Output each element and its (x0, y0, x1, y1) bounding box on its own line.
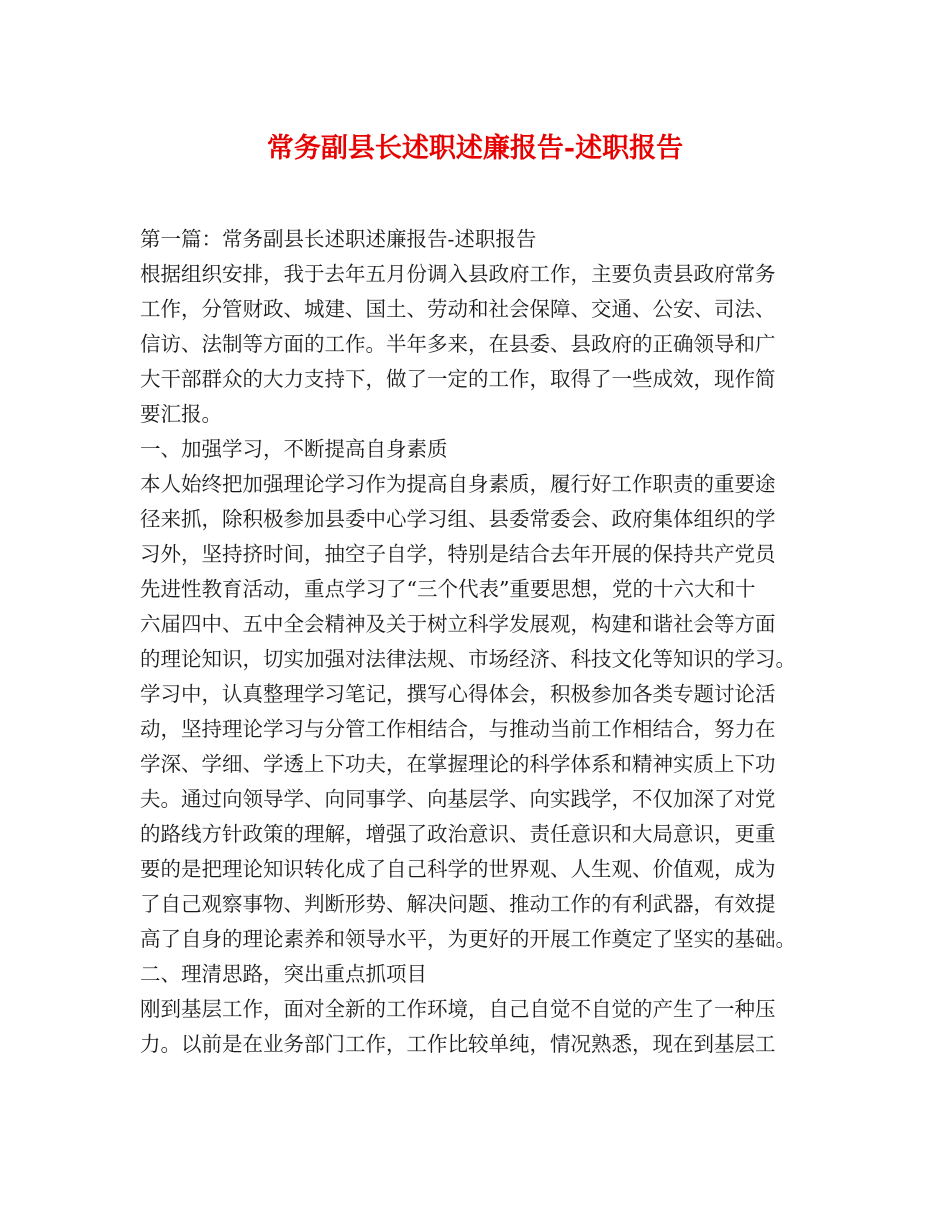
body-line: 径来抓，除积极参加县委中心学习组、县委常委会、政府集体组织的学 (140, 507, 776, 531)
body-line: 六届四中、五中全会精神及关于树立科学发展观，构建和谐社会等方面 (140, 612, 776, 636)
body-line: 学习中，认真整理学习笔记，撰写心得体会，积极参加各类专题讨论活 (140, 682, 776, 706)
body-line: 高了自身的理论素养和领导水平，为更好的开展工作奠定了坚实的基础。 (140, 927, 796, 951)
body-line: 根据组织安排，我于去年五月份调入县政府工作，主要负责县政府常务 (140, 262, 776, 286)
body-line: 刚到基层工作，面对全新的工作环境，自己自觉不自觉的产生了一种压 (140, 997, 776, 1021)
document-title: 常务副县长述职述廉报告-述职报告 (266, 133, 684, 164)
body-line: 动，坚持理论学习与分管工作相结合，与推动当前工作相结合，努力在 (140, 717, 776, 741)
body-line: 夫。通过向领导学、向同事学、向基层学、向实践学，不仅加深了对党 (140, 787, 776, 811)
document-body (140, 222, 830, 1062)
body-line: 要的是把理论知识转化成了自己科学的世界观、人生观、价值观，成为 (140, 857, 776, 881)
section-heading: 一、加强学习，不断提高自身素质 (140, 437, 448, 461)
body-line: 信访、法制等方面的工作。半年多来，在县委、县政府的正确领导和广 (140, 332, 776, 356)
body-line: 了自己观察事物、判断形势、解决问题、推动工作的有利武器，有效提 (140, 892, 776, 916)
body-line: 的理论知识，切实加强对法律法规、市场经济、科技文化等知识的学习。 (140, 647, 796, 671)
body-line: 大干部群众的大力支持下，做了一定的工作，取得了一些成效，现作简 (140, 367, 776, 391)
body-line: 先进性教育活动，重点学习了“三个代表”重要思想，党的十六大和十 (140, 577, 756, 601)
body-line: 工作，分管财政、城建、国土、劳动和社会保障、交通、公安、司法、 (140, 297, 776, 321)
body-line: 第一篇：常务副县长述职述廉报告-述职报告 (140, 227, 537, 251)
body-line: 学深、学细、学透上下功夫，在掌握理论的科学体系和精神实质上下功 (140, 752, 776, 776)
body-line: 要汇报。 (140, 402, 222, 426)
section-heading: 二、理清思路，突出重点抓项目 (140, 962, 427, 986)
body-line: 本人始终把加强理论学习作为提高自身素质，履行好工作职责的重要途 (140, 472, 776, 496)
body-line: 的路线方针政策的理解，增强了政治意识、责任意识和大局意识，更重 (140, 822, 776, 846)
body-line: 习外，坚持挤时间，抽空子自学，特别是结合去年开展的保持共产党员 (140, 542, 776, 566)
body-line: 力。以前是在业务部门工作，工作比较单纯，情况熟悉，现在到基层工 (140, 1032, 776, 1056)
